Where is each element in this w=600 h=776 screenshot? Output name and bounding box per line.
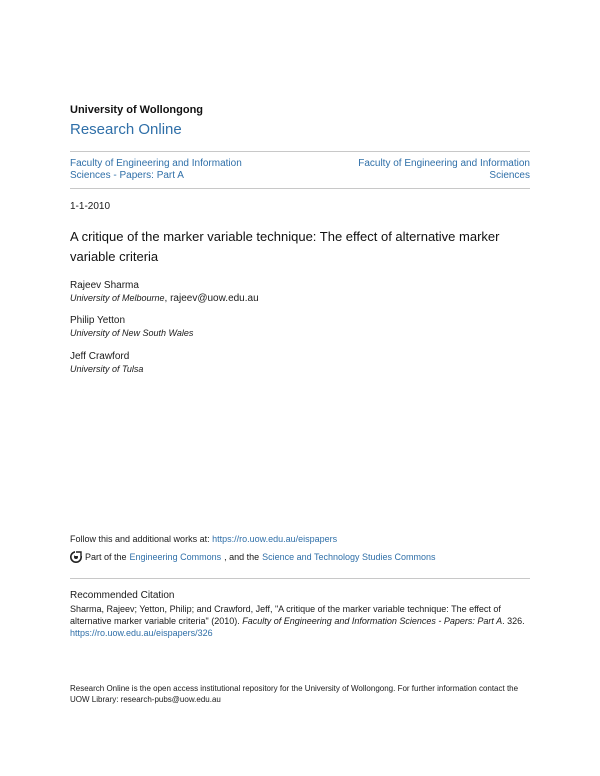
series-link-left[interactable]: Faculty of Engineering and Information Sciences - Papers: Part A	[70, 158, 242, 181]
series-link-right[interactable]: Faculty of Engineering and Information Sciences	[358, 158, 530, 181]
follow-text: Follow this and additional works at:	[70, 534, 213, 544]
author-name: Jeff Crawford	[70, 351, 130, 362]
citation-url-link[interactable]: https://ro.uow.edu.au/eispapers/326	[70, 628, 213, 638]
follow-url-link[interactable]: https://ro.uow.edu.au/eispapers	[212, 534, 338, 544]
divider	[70, 188, 530, 189]
repository-link[interactable]: Research Online	[70, 121, 182, 138]
citation-suffix: . 326.	[502, 616, 525, 626]
citation-source: Faculty of Engineering and Information Sciences - Papers: Part A	[242, 616, 503, 626]
author-affiliation: University of Tulsa	[70, 364, 144, 374]
follow-line	[70, 534, 337, 544]
publication-date: 1-1-2010	[70, 201, 111, 212]
paper-title: A critique of the marker variable technique: The effect of alternative marker variable criteria	[70, 229, 500, 264]
citation-text: Sharma, Rajeev; Yetton, Philip; and Crawford, Jeff, "A critique of the marker variable technique: The effect of alternative marker variable criteria" (2010).	[70, 604, 501, 626]
open-access-icon	[70, 551, 82, 563]
author-affiliation: University of Melbourne	[70, 293, 165, 303]
author-affiliation: University of New South Wales	[70, 328, 194, 338]
institution-name: University of Wollongong	[70, 104, 204, 116]
author-name: Rajeev Sharma	[70, 280, 139, 291]
author-email: , rajeev@uow.edu.au	[164, 293, 259, 304]
part-of-prefix: Part of the	[85, 552, 127, 562]
author-block	[70, 314, 193, 340]
author-block	[70, 279, 259, 305]
engineering-commons-link[interactable]: Engineering Commons	[129, 552, 222, 562]
citation-heading: Recommended Citation	[70, 590, 175, 601]
divider	[70, 578, 530, 579]
part-of-line	[70, 551, 436, 563]
footer-note: Research Online is the open access institutional repository for the University of Wollongong. For further information contact the UOW Library: research-pubs@uow.edu.au	[70, 684, 519, 704]
citation-body	[70, 603, 535, 639]
divider	[70, 151, 530, 152]
author-block	[70, 350, 143, 376]
author-name: Philip Yetton	[70, 315, 126, 326]
sts-commons-link[interactable]: Science and Technology Studies Commons	[262, 552, 436, 562]
part-of-middle: , and the	[224, 552, 260, 562]
